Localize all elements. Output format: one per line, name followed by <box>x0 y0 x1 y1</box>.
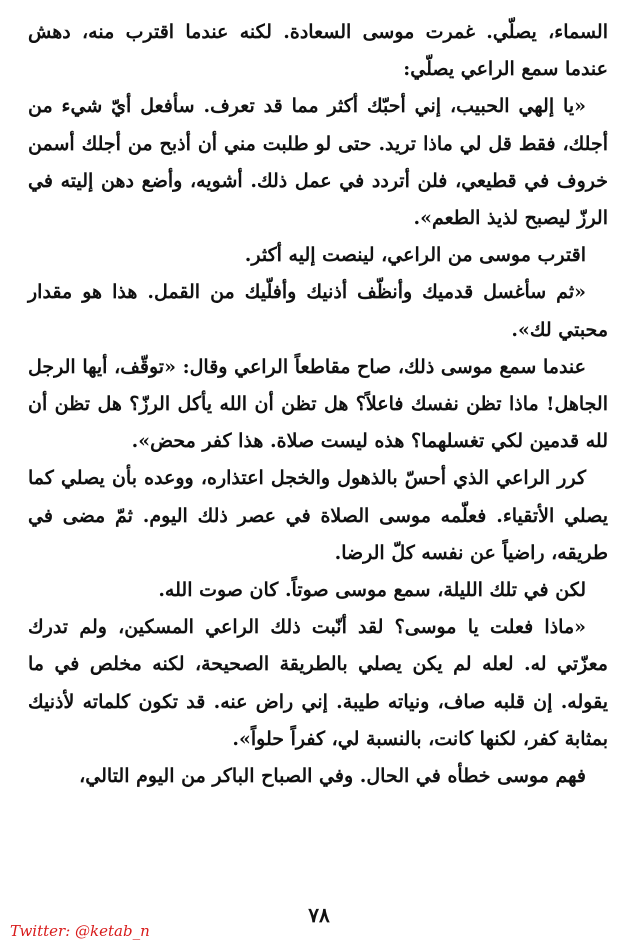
paragraph: كرر الراعي الذي أحسّ بالذهول والخجل اعتذاره، ووعده بأن يصلي كما يصلي الأتقياء. فعلّمه موسى الصلاة في عصر ذلك اليوم. ثمّ مضى في طريقه، راضياً عن نفسه كلّ الرضا. <box>28 467 608 564</box>
page-number: ٧٨ <box>308 903 330 927</box>
watermark-credit: Twitter: @ketab_n <box>10 922 150 940</box>
paragraph: فهم موسى خطأه في الحال. وفي الصباح الباكر من اليوم التالي، <box>79 765 586 788</box>
paragraph: السماء، يصلّي. غمرت موسى السعادة. لكنه عندما اقترب منه، دهش عندما سمع الراعي يصلّي: <box>28 21 608 81</box>
paragraph: «يا إلهي الحبيب، إني أحبّك أكثر مما قد تعرف. سأفعل أيّ شيء من أجلك، فقط قل لي ماذا تريد. حتى لو طلبت مني أن أذبح من أجلك أسمن خروف في قطيعي، فلن أتردد في عمل ذلك. أشويه، وأضع دهن إليته في الرزّ ليصبح لذيذ الطعم». <box>28 95 608 230</box>
paragraph: لكن في تلك الليلة، سمع موسى صوتاً. كان صوت الله. <box>158 579 586 602</box>
paragraph: اقترب موسى من الراعي، لينصت إليه أكثر. <box>244 244 586 267</box>
paragraph: عندما سمع موسى ذلك، صاح مقاطعاً الراعي وقال: «توقّف، أيها الرجل الجاهل! ماذا تظن نفسك فاعلاً؟ هل تظن أن الله يأكل الرزّ؟ هل تظن أن لله قدمين لكي تغسلهما؟ هذه ليست صلاة. هذا كفر محض». <box>28 355 608 453</box>
page-body-text <box>28 14 608 795</box>
paragraph: «ثم سأغسل قدميك وأنظّف أذنيك وأفلّيك من القمل. هذا هو مقدار محبتي لك». <box>28 281 608 341</box>
paragraph: «ماذا فعلت يا موسى؟ لقد أنّبت ذلك الراعي المسكين، ولم تدرك معزّتي له. لعله لم يكن يصلي بالطريقة الصحيحة، لكنه مخلص في ما يقوله. إن قلبه صاف، ونياته طيبة. إني راض عنه. قد تكون كلماته لأذنيك بمثابة كفر، لكنها كانت، بالنسبة لي، كفراً حلواً». <box>28 616 608 750</box>
